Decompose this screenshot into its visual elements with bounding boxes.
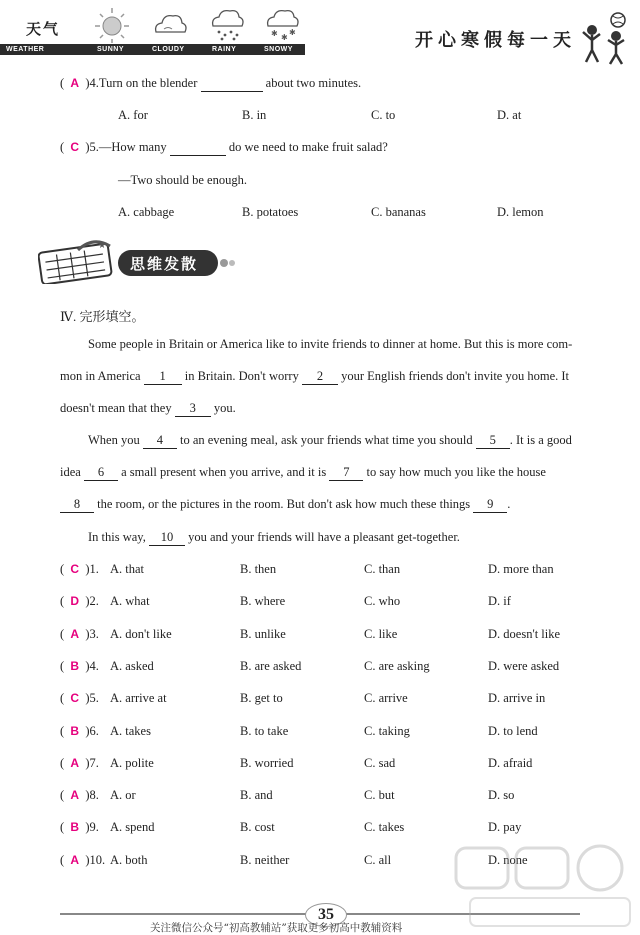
option: C. arrive xyxy=(364,691,408,706)
option: D. if xyxy=(488,594,511,609)
passage-text: mon in America xyxy=(60,369,141,383)
page-number: 35 xyxy=(305,903,347,927)
passage-text: . It is a good xyxy=(509,433,572,447)
option: D. to lend xyxy=(488,723,538,738)
option: A. takes xyxy=(110,723,151,738)
blank-6: 6 xyxy=(84,465,118,481)
blank xyxy=(170,140,226,156)
answer: D xyxy=(70,594,80,609)
option: A. polite xyxy=(110,755,154,770)
answer: A xyxy=(70,76,80,90)
blank-2: 2 xyxy=(302,369,338,385)
option: B. cost xyxy=(240,820,275,835)
option: C. bananas xyxy=(371,205,426,219)
blank-8: 8 xyxy=(60,497,94,513)
option: C. are asking xyxy=(364,658,430,673)
option: D. were asked xyxy=(488,658,560,673)
question-text: about two minutes. xyxy=(265,76,362,90)
passage-line: Some people in Britain or America like to invite friends to dinner at home. But this is more com- xyxy=(88,337,573,351)
cloze-question-row: ( C )1. xyxy=(60,562,99,576)
blank xyxy=(201,76,263,92)
question-5-reply: —Two should be enough. xyxy=(118,173,247,187)
blank-3: 3 xyxy=(175,401,211,417)
passage-text: . xyxy=(507,497,511,511)
weather-label-bar xyxy=(0,44,305,55)
answer: A xyxy=(70,626,80,641)
cloze-question-row: ( A )7. xyxy=(60,755,99,770)
question-number: )4. xyxy=(85,76,99,90)
sunny-label: SUNNY xyxy=(97,46,125,53)
option: B. potatoes xyxy=(242,205,299,219)
passage-text: the room, or the pictures in the room. But don't ask how much these things xyxy=(97,497,471,511)
answer: C xyxy=(70,562,80,576)
passage-text: you. xyxy=(213,401,236,415)
option: C. who xyxy=(364,594,401,609)
option: D. lemon xyxy=(497,205,544,219)
question-number: )2. xyxy=(85,594,99,609)
option: D. doesn't like xyxy=(488,626,561,641)
cloze-question-row: ( A )3. xyxy=(60,626,99,641)
blank-4: 4 xyxy=(143,433,177,449)
page-header-title: 开心寒假每一天 xyxy=(415,30,576,51)
question-number: )5. xyxy=(85,691,99,706)
option: C. but xyxy=(364,788,395,803)
section-banner-label: 思维发散 xyxy=(130,255,199,273)
passage-text: a small present when you arrive, and it is xyxy=(121,465,327,479)
cloudy-label: CLOUDY xyxy=(152,46,185,53)
option: A. asked xyxy=(110,658,154,673)
option: B. get to xyxy=(240,691,283,706)
option: A. don't like xyxy=(110,626,172,641)
option: A. what xyxy=(110,594,150,609)
passage-text: idea xyxy=(60,465,81,479)
question-4: ( A )4.Turn on the blender about two minutes. xyxy=(60,76,362,90)
option: B. worried xyxy=(240,755,294,770)
option: B. in xyxy=(242,108,267,122)
question-number: )10. xyxy=(85,852,106,867)
passage-line xyxy=(88,530,628,546)
passage-text: you and your friends will have a pleasant get-together. xyxy=(188,530,460,544)
weather-header xyxy=(0,0,310,56)
option: B. neither xyxy=(240,852,290,867)
passage-text: When you xyxy=(88,433,140,447)
option: C. takes xyxy=(364,820,405,835)
answer: A xyxy=(70,852,80,867)
passage-line xyxy=(60,497,600,513)
question-number: )8. xyxy=(85,788,99,803)
snowy-label: SNOWY xyxy=(264,46,293,53)
cloze-question-row: ( A )10. xyxy=(60,852,106,867)
blank-1: 1 xyxy=(144,369,182,385)
option: C. taking xyxy=(364,723,410,738)
svg-text:✱: ✱ xyxy=(281,33,288,42)
answer: C xyxy=(70,140,80,154)
question-text: do we need to make fruit salad? xyxy=(228,140,388,154)
question-number: )1. xyxy=(85,562,99,576)
option: C. all xyxy=(364,852,392,867)
option: D. so xyxy=(488,788,515,803)
question-text: Turn on the blender xyxy=(98,76,198,90)
passage-text: to say how much you like the house xyxy=(366,465,546,479)
answer: B xyxy=(70,723,80,738)
cloze-question-row: ( C )5. xyxy=(60,691,99,706)
option: A. both xyxy=(110,852,148,867)
answer: A xyxy=(70,788,80,803)
option: D. arrive in xyxy=(488,691,546,706)
passage-text: In this way, xyxy=(88,530,146,544)
weather-title: 天气 xyxy=(26,22,61,38)
rain-icon xyxy=(207,4,247,44)
option: A. cabbage xyxy=(118,205,175,219)
section-banner xyxy=(38,238,238,284)
blank-9: 9 xyxy=(473,497,507,513)
snow-icon xyxy=(262,4,302,44)
option: A. arrive at xyxy=(110,691,167,706)
passage-line xyxy=(88,433,628,449)
blank-5: 5 xyxy=(476,433,510,449)
answer: B xyxy=(70,820,80,835)
cloze-question-row: ( B )9. xyxy=(60,820,99,835)
passage-text: to an evening meal, ask your friends what time you should xyxy=(179,433,473,447)
option: C. sad xyxy=(364,755,396,770)
cloze-question-row: ( B )4. xyxy=(60,658,99,673)
option: B. where xyxy=(240,594,286,609)
watermark-logo xyxy=(450,842,640,932)
option: A. that xyxy=(110,562,145,576)
option: A. or xyxy=(110,788,136,803)
svg-text:✱: ✱ xyxy=(271,29,278,38)
passage-line xyxy=(60,401,600,417)
question-number: )4. xyxy=(85,658,99,673)
passage-line xyxy=(60,465,600,481)
option: B. unlike xyxy=(240,626,286,641)
option: A. for xyxy=(118,108,148,122)
weather-label: WEATHER xyxy=(6,46,45,53)
option: B. are asked xyxy=(240,658,302,673)
option: C. than xyxy=(364,562,401,576)
cloze-question-row: ( D )2. xyxy=(60,594,99,609)
rainy-label: RAINY xyxy=(212,46,237,53)
question-number: )6. xyxy=(85,723,99,738)
section-title: Ⅳ. 完形填空。 xyxy=(60,309,145,324)
sun-icon xyxy=(92,4,132,44)
passage-text: doesn't mean that they xyxy=(60,401,172,415)
question-number: )5. xyxy=(85,140,99,154)
option: C. like xyxy=(364,626,398,641)
option: A. spend xyxy=(110,820,155,835)
cloud-icon xyxy=(150,4,190,44)
question-text: —How many xyxy=(98,140,167,154)
option: C. to xyxy=(371,108,396,122)
blank-7: 7 xyxy=(329,465,363,481)
option: D. more than xyxy=(488,562,554,576)
cloze-question-row: ( B )6. xyxy=(60,723,99,738)
option: B. then xyxy=(240,562,277,576)
blank-10: 10 xyxy=(149,530,185,546)
passage-text: in Britain. Don't worry xyxy=(184,369,299,383)
svg-text:★: ★ xyxy=(98,240,107,250)
option: B. and xyxy=(240,788,273,803)
passage-line xyxy=(60,369,600,385)
option: D. none xyxy=(488,852,528,867)
answer: B xyxy=(70,658,80,673)
question-number: )9. xyxy=(85,820,99,835)
passage-text: your English friends don't invite you home. It xyxy=(341,369,570,383)
option: D. afraid xyxy=(488,755,533,770)
svg-text:✱: ✱ xyxy=(289,28,296,37)
cloze-question-row: ( A )8. xyxy=(60,788,99,803)
option: B. to take xyxy=(240,723,289,738)
question-5: ( C )5.—How many do we need to make fruit salad? xyxy=(60,140,388,154)
option: D. at xyxy=(497,108,522,122)
option: D. pay xyxy=(488,820,522,835)
kids-playing-icon xyxy=(578,10,633,66)
question-number: )3. xyxy=(85,626,99,641)
footer-text: 关注微信公众号“初高教辅站”获取更多初高中教辅资料 xyxy=(150,922,403,934)
answer: C xyxy=(70,691,80,706)
question-number: )7. xyxy=(85,755,99,770)
answer: A xyxy=(70,755,80,770)
